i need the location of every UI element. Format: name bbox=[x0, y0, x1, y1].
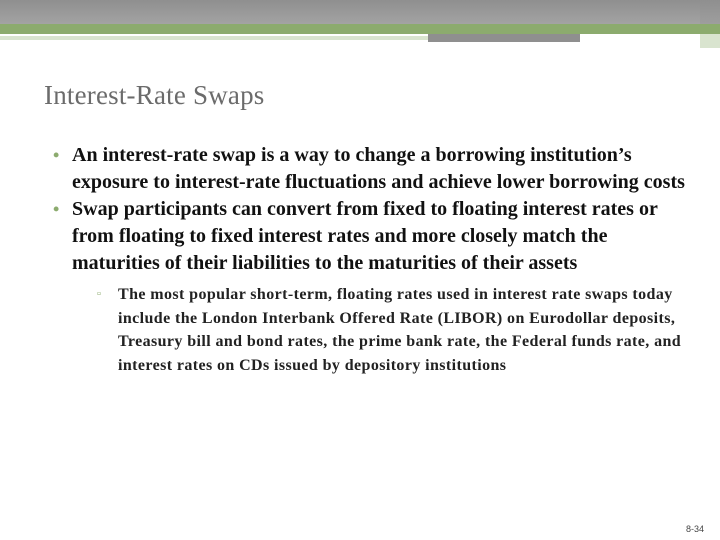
slide-title: Interest-Rate Swaps bbox=[44, 80, 265, 110]
top-accent-gray-segment bbox=[428, 34, 580, 42]
top-decorative-bar bbox=[0, 0, 720, 24]
sub-bullet-text: The most popular short-term, floating rates used in interest rate swaps today include the London Interbank Offered Rate (LIBOR) on Eurodollar deposits, Treasury bill and bond rates, the prime bank rate, the Federal funds rate, and interest rates on CDs issued by depository institutions bbox=[118, 286, 682, 374]
sub-bullet-icon: ▫ bbox=[97, 288, 102, 300]
top-accent-stripe bbox=[0, 24, 720, 34]
bullet-icon: • bbox=[53, 145, 60, 165]
bullet-item bbox=[50, 142, 690, 196]
top-right-corner-block bbox=[700, 0, 720, 48]
sub-bullet-item bbox=[72, 283, 686, 377]
page-number: 8-34 bbox=[685, 524, 704, 534]
bullet-item bbox=[50, 196, 690, 377]
bullet-list bbox=[50, 142, 690, 377]
top-accent-light-stripe bbox=[0, 36, 470, 40]
sub-bullet-list bbox=[72, 283, 690, 377]
bullet-text: An interest-rate swap is a way to change a borrowing institution’s exposure to interest-rate fluctuations and achieve lower borrowing costs bbox=[72, 144, 685, 193]
bullet-text: Swap participants can convert from fixed to floating interest rates or from floating to fixed interest rates and more closely match the maturities of their liabilities to the maturities of their assets bbox=[72, 198, 658, 274]
bullet-icon: • bbox=[53, 199, 60, 219]
